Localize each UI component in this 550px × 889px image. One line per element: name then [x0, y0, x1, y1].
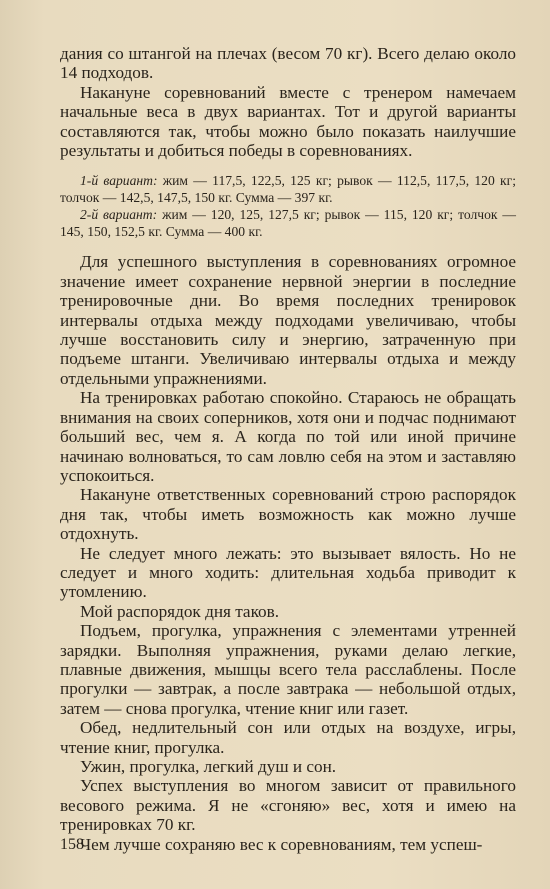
paragraph-starting-weights: Накануне соревнований вместе с тренером намечаем начальные веса в двух вариантах. Тот и другой варианты составляются так, чтобы можно было показать наилучшие результаты и добиться победы в соревнованиях.: [60, 82, 516, 161]
variant-1-label: 1-й вариант:: [80, 173, 158, 189]
weight-variants: [60, 172, 516, 240]
paragraph-nervous-energy: Для успешного выступления в соревнованиях огромное значение имеет сохранение нервной энергии в последние тренировочные дни. Во время последних тренировок интервалы отдыха между подходами увеличиваю, чтобы лучше восстановить силу и энергию, затраченную при подъеме штанги. Увеличиваю интервалы отдыха и между отдельными упражнениями.: [60, 252, 516, 388]
paragraph-evening: Ужин, прогулка, легкий душ и сон.: [80, 757, 337, 776]
paragraph-rest-advice: Не следует много лежать: это вызывает вялость. Но не следует и много ходить: длительная ходьба приводит к утомлению.: [60, 543, 516, 602]
paragraph-weight-regime: Успех выступления во многом зависит от правильного весового режима. Я не «сгоняю» вес, хотя и имею на тренировках 70 кг.: [60, 776, 516, 835]
paragraph-afternoon: Обед, недлительный сон или отдых на воздухе, игры, чтение книг, прогулка.: [60, 718, 516, 757]
paragraph-my-schedule: Мой распорядок дня таков.: [80, 601, 280, 621]
variant-1-text: жим — 117,5, 122,5, 125 кг; рывок — 112,5, 117,5, 120 кг; толчок — 142,5, 147,5, 150 кг. Сумма — 397 кг.: [60, 173, 516, 206]
paragraph-morning: Подъем, прогулка, упражнения с элементами утренней зарядки. Выполняя упражнения, руками делаю легкие, плавные движения, мышцы всего тела расслаблены. После прогулки — завтрак, а после завтрака — небольшой отдых, затем — снова прогулка, чтение книг или газет.: [60, 621, 516, 718]
page-number: 158: [60, 836, 84, 853]
variant-2-text: жим — 120, 125, 127,5 кг; рывок — 115, 120 кг; толчок — 145, 150, 152,5 кг. Сумма — 400 кг.: [60, 207, 516, 240]
variant-2-label: 2-й вариант:: [80, 207, 158, 223]
paragraph-day-schedule: Накануне ответственных соревнований строю распорядок дня так, чтобы иметь возможность как можно лучше отдохнуть.: [60, 485, 516, 544]
paragraph-continuation: дания со штангой на плечах (весом 70 кг). Всего делаю около 14 подходов.: [60, 44, 516, 83]
paragraph-keep-weight: Чем лучше сохраняю вес к соревнованиям, тем успеш-: [80, 834, 483, 854]
variant-1: [60, 172, 516, 206]
paragraph-calm-training: На тренировках работаю спокойно. Стараюсь не обращать внимания на своих соперников, хотя они и подчас поднимают больший вес, чем я. А когда по той или иной причине начинаю волноваться, то сам ловлю себя на этом и заставляю успокоиться.: [60, 388, 516, 485]
variant-2: [60, 206, 516, 240]
